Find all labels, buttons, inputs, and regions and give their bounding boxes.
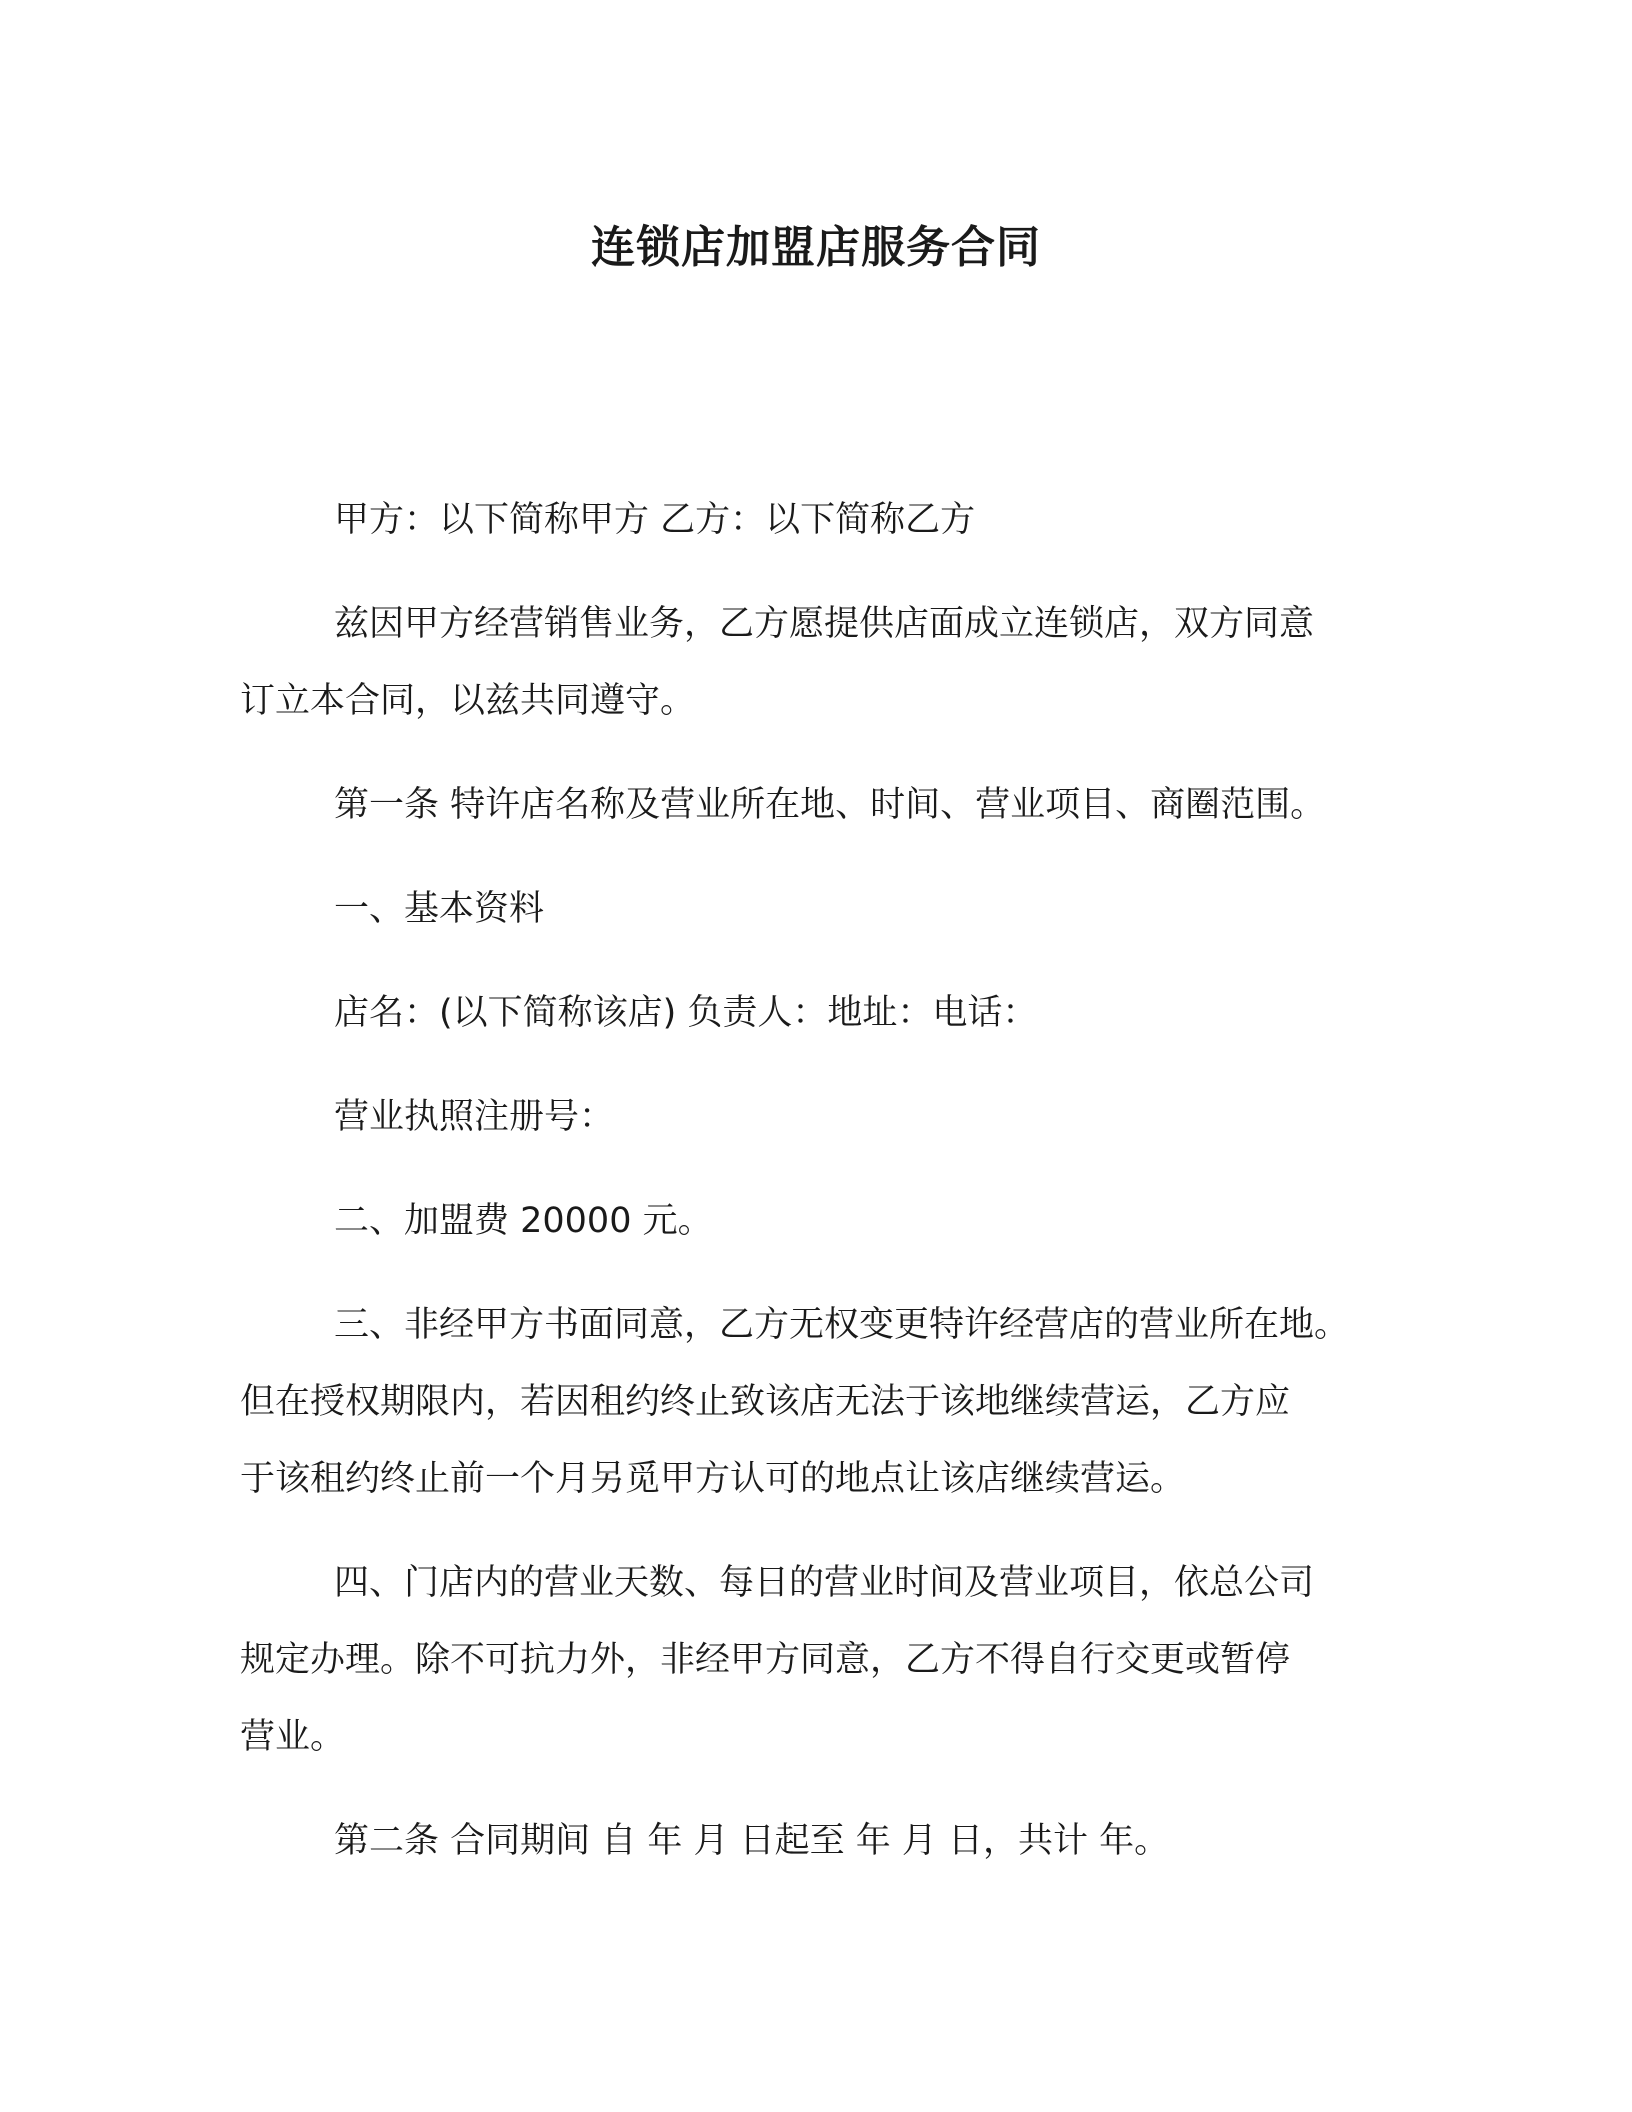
preamble-line-2: 订立本合同，以兹共同遵守。: [240, 681, 696, 721]
section-3-line-2: 但在授权期限内，若因租约终止致该店无法于该地继续营运，乙方应: [240, 1382, 1291, 1422]
document-title: 连锁店加盟店服务合同: [591, 222, 1041, 273]
license-number-line: 营业执照注册号：: [334, 1097, 615, 1137]
parties-line: 甲方：以下简称甲方 乙方：以下简称乙方: [334, 500, 976, 540]
section-4-line-3: 营业。: [240, 1717, 346, 1757]
article-1-heading: 第一条 特许店名称及营业所在地、时间、营业项目、商圈范围。: [334, 785, 1326, 825]
store-info-line: 店名：(以下简称该店) 负责人：地址：电话：: [334, 993, 1038, 1033]
section-4-line-2: 规定办理。除不可抗力外，非经甲方同意，乙方不得自行交更或暂停: [240, 1640, 1291, 1680]
section-1-heading: 一、基本资料: [334, 889, 545, 929]
section-4-line-1: 四、门店内的营业天数、每日的营业时间及营业项目，依总公司: [334, 1563, 1315, 1603]
section-3-line-3: 于该租约终止前一个月另觅甲方认可的地点让该店继续营运。: [240, 1459, 1186, 1499]
article-2-heading: 第二条 合同期间 自 年 月 日起至 年 月 日，共计 年。: [334, 1821, 1170, 1861]
section-3-line-1: 三、非经甲方书面同意，乙方无权变更特许经营店的营业所在地。: [334, 1305, 1350, 1345]
preamble-line-1: 兹因甲方经营销售业务，乙方愿提供店面成立连锁店，双方同意: [334, 604, 1315, 644]
franchise-fee-line: 二、加盟费 20000 元。: [334, 1201, 713, 1241]
